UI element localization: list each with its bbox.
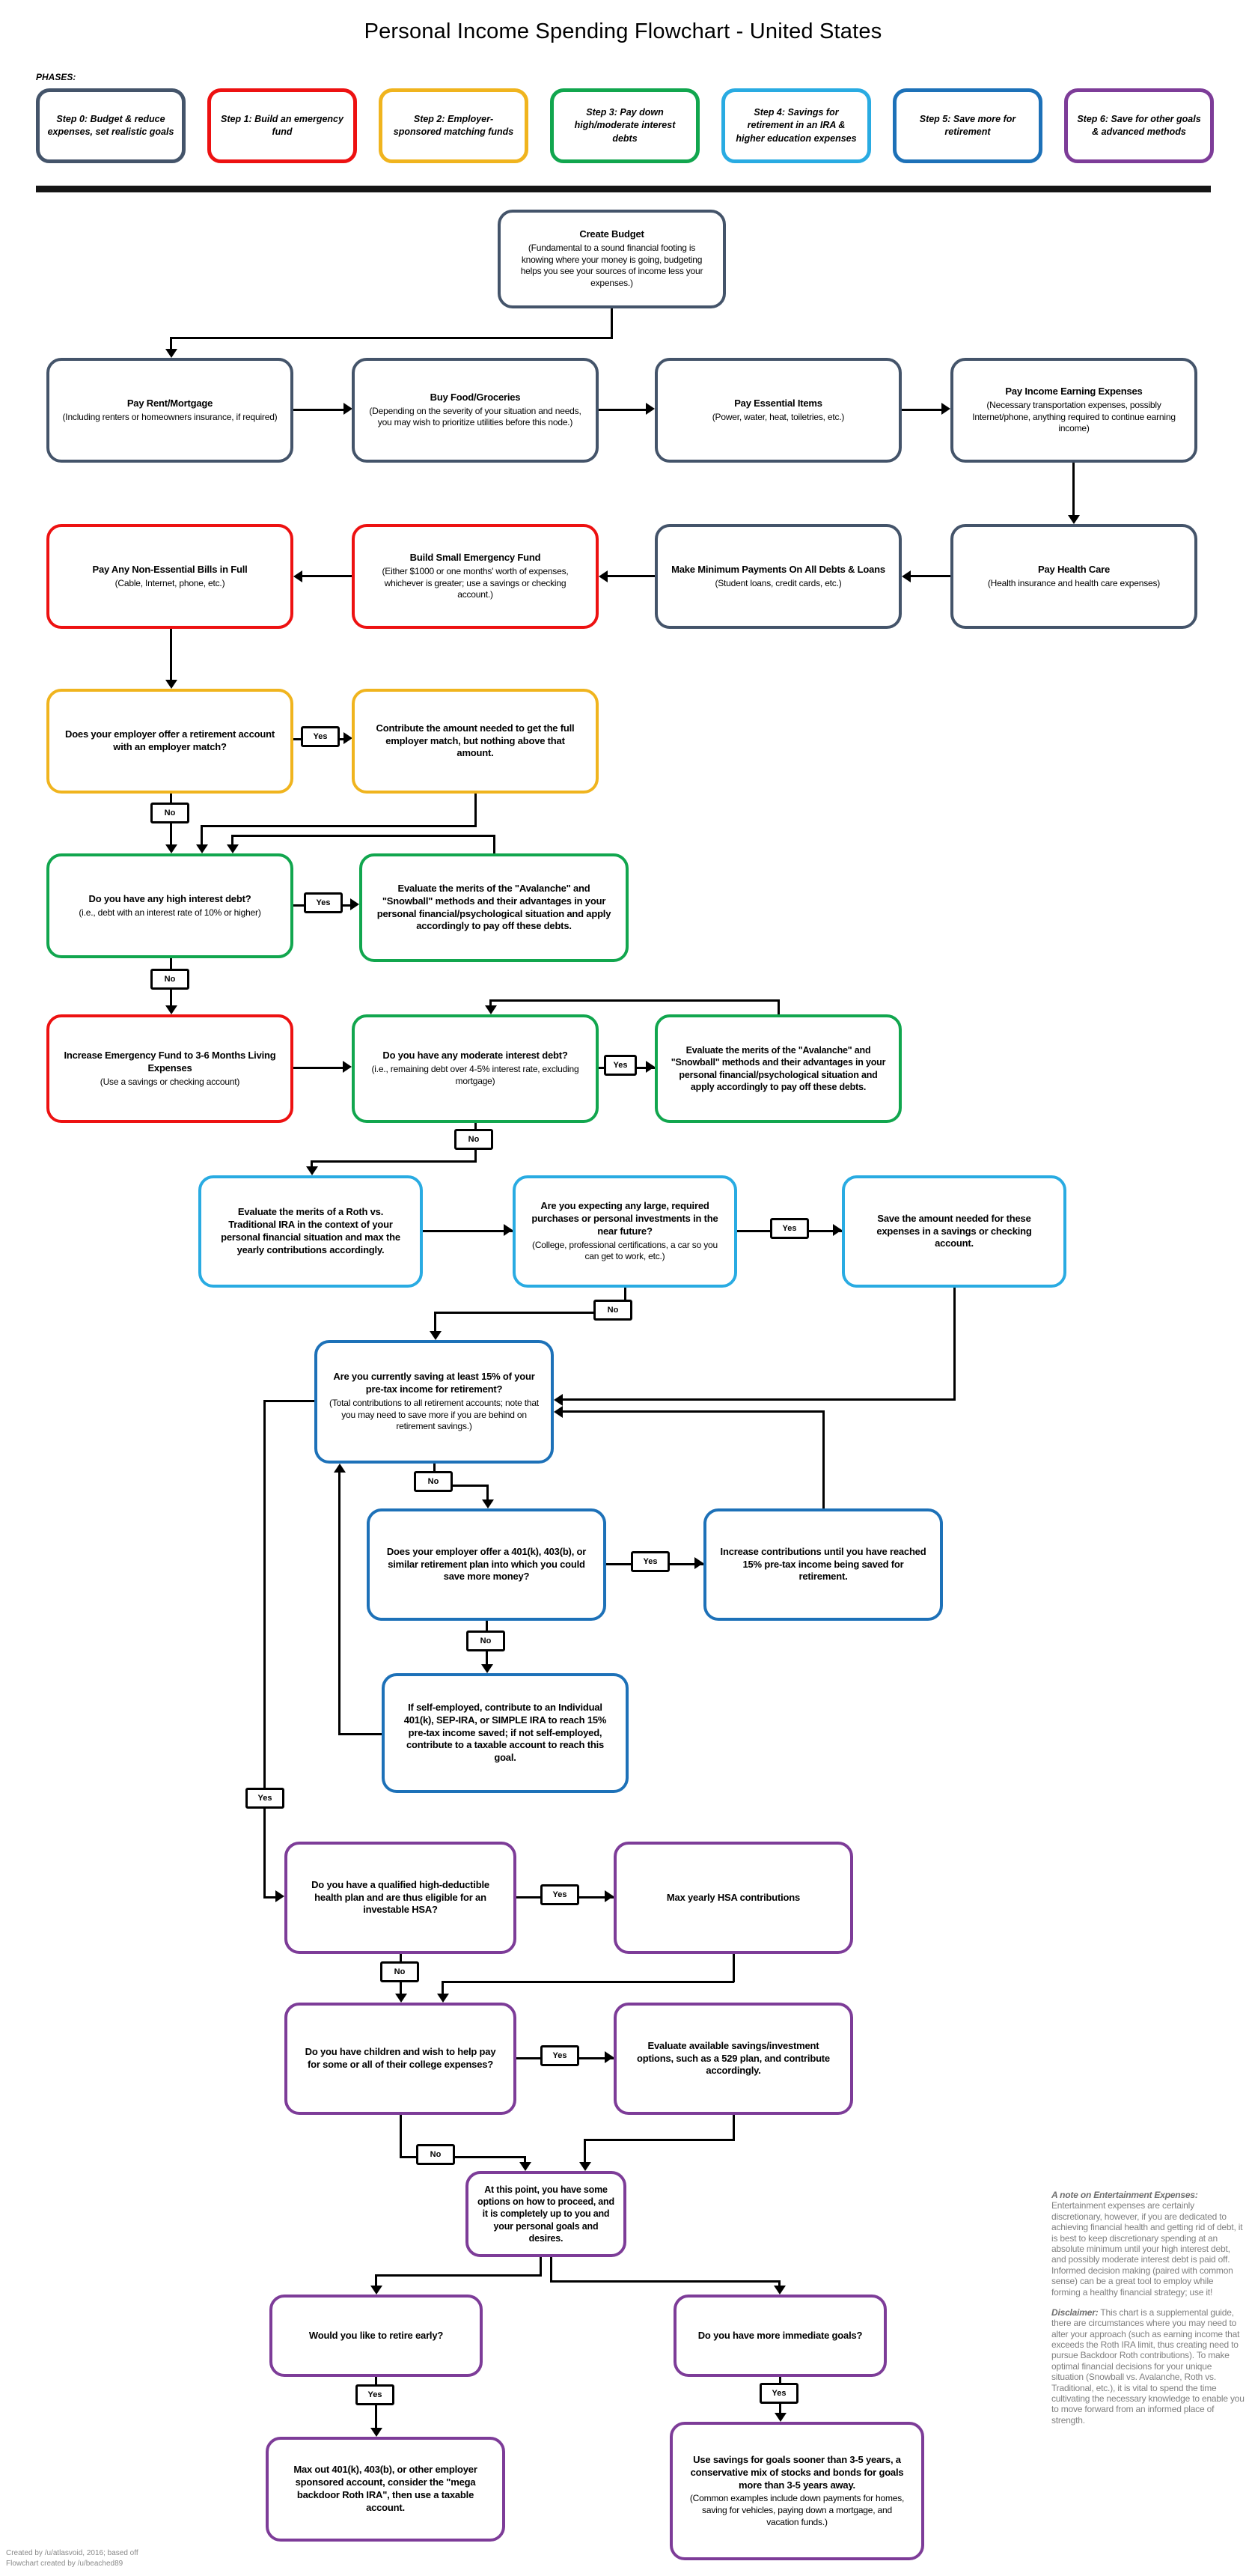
node-moderate-interest-a [655,1014,902,1123]
arrowhead [519,2162,531,2171]
node-body: (Including renters or homeowners insurance, if required) [62,411,278,422]
arrowhead [485,1005,497,1014]
node-high-interest-a [359,853,629,962]
arrowhead [902,570,911,582]
node-large-purchases-q [513,1175,737,1288]
node-title: Pay Any Non-Essential Bills in Full [92,563,248,575]
node-title: Pay Rent/Mortgage [126,397,213,409]
connector-line [375,2274,377,2286]
arrowhead [343,1061,352,1073]
node-employer-match-a [352,689,599,794]
node-self-employed [382,1673,629,1793]
node-title: Pay Health Care [1038,563,1110,575]
node-title: Does your employer offer a retirement account with an employer match? [65,728,275,752]
connector-line [302,575,352,577]
phase-step-0 [36,88,186,163]
phase-label: Step 1: Build an emergency fund [221,113,343,137]
arrowhead [646,1061,655,1073]
connector-line [953,1288,956,1400]
arrowhead [579,2162,591,2171]
node-title: Evaluate the merits of the "Avalanche" and "Snowball" methods and their advantages in your personal financial/psychological situation and apply accordingly to pay off these debts. [376,882,611,932]
connector-line [338,1473,340,1735]
connector-line [263,1400,314,1402]
node-title: Create Budget [579,228,644,240]
arrowhead [833,1224,842,1236]
node-body: (Common examples include down payments for homes, saving for vehicles, paying down a mortgage, and vacation funds.) [689,2493,905,2527]
node-body: (i.e., remaining debt over 4-5% interest rate, excluding mortgage) [371,1064,579,1086]
connector-line [540,2257,542,2276]
note-lead: Disclaimer: [1051,2306,1099,2318]
connector-line [608,575,655,577]
connector-line [400,2115,402,2158]
connector-line [584,2139,586,2162]
node-title: Contribute the amount needed to get the full employer match, but nothing above that amount. [376,722,575,759]
connector-line [201,825,477,827]
node-immediate-goals-q [674,2295,887,2377]
connector-line [442,1981,444,1994]
credit-footer [6,2548,138,2569]
connector-line [311,1160,313,1166]
node-pay-rent [46,358,293,463]
yes-label: Yes [770,1218,809,1239]
node-title: Save the amount needed for these expenses in a savings or checking account. [876,1212,1032,1249]
connector-line [550,2280,781,2283]
arrowhead [941,403,950,415]
connector-line [201,825,203,844]
connector-line [599,409,647,411]
arrowhead [646,403,655,415]
node-title: Do you have any high interest debt? [88,892,251,904]
node-title: Evaluate available savings/investment options, such as a 529 plan, and contribute accordingly. [637,2039,830,2077]
node-create-budget [498,210,726,308]
arrowhead [165,1005,177,1014]
credit-line: Flowchart created by /u/beached89 [6,2559,123,2568]
connector-line [911,575,950,577]
node-save-for-expenses [842,1175,1066,1288]
node-title: Max out 401(k), 403(b), or other employer sponsored account, consider the "mega backdoor Roth IRA", then use a taxable account. [293,2464,477,2513]
node-high-interest-q [46,853,293,958]
no-label: No [466,1630,505,1651]
node-increase-contributions [703,1508,943,1621]
phase-label: Step 0: Budget & reduce expenses, set realistic goals [47,113,174,137]
node-non-essential-bills [46,524,293,629]
connector-line [434,1312,436,1331]
connector-line [493,835,495,853]
divider-bar [36,186,1211,192]
node-body: (Cable, Internet, phone, etc.) [114,577,225,588]
disclaimer-note [1051,2307,1245,2426]
page-title: Personal Income Spending Flowchart - United States [364,19,882,43]
no-label: No [454,1129,493,1150]
node-body: (College, professional certifications, a car so you can get to work, etc.) [532,1239,718,1262]
side-notes [1051,2190,1245,2435]
phase-label: Step 3: Pay down high/moderate interest debts [574,106,676,144]
connector-line [338,1733,382,1735]
arrowhead [370,2428,382,2437]
connector-line [524,2156,526,2162]
connector-line [231,835,233,844]
arrowhead [554,1394,563,1406]
node-body: (Health insurance and health care expenses) [987,577,1161,588]
node-hsa-q [284,1842,516,1954]
phase-label: Step 5: Save more for retirement [919,113,1016,137]
node-title: Do you have any moderate interest debt? [382,1050,568,1062]
node-small-emergency-fund [352,524,599,629]
connector-line [550,2257,552,2282]
connector-line [611,308,613,337]
node-employer-match-q [46,689,293,794]
node-body: (Total contributions to all retirement accounts; note that you may need to save more if you are behind on retirement savings.) [329,1398,539,1432]
phase-label: Step 6: Save for other goals & advanced methods [1077,113,1201,137]
connector-line [563,1398,956,1401]
arrowhead [1068,515,1080,524]
node-college-529 [614,2003,853,2115]
node-buy-food [352,358,599,463]
entertainment-note [1051,2190,1245,2298]
phase-step-1 [207,88,357,163]
connector-line [170,337,172,350]
note-text: This chart is a supplemental guide, there are circumstances where you may need to alter your approach (such as earning income that exceeds the Roth IRA limit, thus creating need to pursue Backdoor Roth contributions). To make optimal financial decisions for your unique situation (Snowball vs. Avalanche, Roth vs. Traditional, etc.), it is vital to spend the time cultivating the necessary knowledge to enable you to move forward from an informed place of strength. [1051,2306,1245,2426]
connector-line [902,409,942,411]
arrowhead [227,844,239,853]
node-use-savings-goals [670,2422,924,2560]
node-max-out-401k [266,2437,505,2542]
arrowhead [437,1994,449,2003]
arrowhead [554,1406,563,1418]
connector-line [486,1485,489,1499]
connector-line [293,409,343,411]
yes-label: Yes [301,726,340,747]
connector-line [231,835,495,837]
node-minimum-payments [655,524,902,629]
phase-label: Step 4: Savings for retirement in an IRA & higher education expenses [736,106,857,144]
arrowhead [350,898,359,910]
arrowhead [293,570,302,582]
node-body: (Fundamental to a sound financial footing is knowing where your money is going, budgeting helps you see your sources of income less your expenses.) [520,243,703,289]
node-title: Pay Essential Items [734,397,822,409]
node-title: Max yearly HSA contributions [666,1891,801,1903]
node-retire-early-q [269,2295,483,2377]
node-title: Increase contributions until you have reached 15% pre-tax income being saved for retirement. [720,1545,926,1583]
node-title: Increase Emergency Fund to 3-6 Months Living Expenses [64,1049,276,1074]
arrowhead [196,844,208,853]
arrowhead [165,680,177,689]
node-title: Use savings for goals sooner than 3-5 years, a conservative mix of stocks and bonds for goals more than 3-5 years away. [690,2453,904,2491]
node-title: Do you have a qualified high-deductible health plan and are thus eligible for an investable HSA? [311,1878,489,1916]
node-title: Evaluate the merits of a Roth vs. Traditional IRA in the context of your personal financial situation and max the yearly contributions accordingly. [221,1206,400,1255]
no-label: No [414,1471,453,1492]
node-saving-15-q [314,1340,554,1464]
phase-step-4 [721,88,871,163]
node-body: (Use a savings or checking account) [100,1076,240,1087]
arrowhead [599,570,608,582]
node-pay-health-care [950,524,1197,629]
arrowhead [334,1464,346,1473]
node-emergency-fund-36 [46,1014,293,1123]
arrowhead [775,2413,787,2422]
arrowhead [165,349,177,358]
node-title: Build Small Emergency Fund [409,552,541,564]
connector-line [442,1981,734,1983]
connector-line [489,999,780,1002]
node-body: (i.e., debt with an interest rate of 10% or higher) [79,907,261,918]
connector-line [263,1400,266,1898]
node-body: (Power, water, heat, toiletries, etc.) [712,411,845,422]
node-title: Pay Income Earning Expenses [1005,386,1143,398]
node-title: Evaluate the merits of the "Avalanche" and "Snowball" methods and their advantages in your personal financial/psychological situation and apply accordingly to pay off these debts. [671,1045,886,1092]
arrowhead [605,2051,614,2063]
no-label: No [593,1300,632,1321]
no-label: No [380,1961,419,1982]
phase-label: Step 2: Employer-sponsored matching funds [393,113,514,137]
node-college-q [284,2003,516,2115]
phase-step-6 [1064,88,1214,163]
node-employer-401k-q [367,1508,606,1621]
connector-line [778,999,780,1014]
connector-line [1072,463,1075,515]
arrowhead [694,1557,703,1569]
note-text: Entertainment expenses are certainly discretionary, however, if you are dedicated to achieving financial health and getting rid of debt, it is best to keep discretionary spending at an absolute minimum until your high interest debt, and possibly moderate interest debt is paid off. Informed decision making (paired with common sense) can be a great tool to employ while forming a healthy financial strategy; use it! [1051,2200,1243,2298]
arrowhead [370,2286,382,2295]
connector-line [263,1896,276,1898]
yes-label: Yes [604,1055,637,1076]
node-title: If self-employed, contribute to an Individual 401(k), SEP-IRA, or SIMPLE IRA to reach 15% pre-tax income saved; if not self-employed, contribute to a taxable account to reach this goal. [403,1701,607,1764]
connector-line [733,1954,735,1982]
arrowhead [504,1224,513,1236]
node-pay-income-expenses [950,358,1197,463]
note-lead: A note on Entertainment Expenses: [1051,2190,1198,2200]
yes-label: Yes [631,1551,670,1572]
connector-line [822,1410,825,1508]
arrowhead [482,1499,494,1508]
node-roth-vs-traditional [198,1175,423,1288]
connector-line [170,337,613,339]
yes-label: Yes [304,892,343,913]
node-title: Are you expecting any large, required purchases or personal investments in the near future? [531,1200,718,1237]
connector-line [584,2139,735,2141]
node-at-this-point [465,2171,626,2257]
no-label: No [150,803,189,823]
connector-line [733,2115,735,2140]
connector-line [474,794,477,826]
arrowhead [605,1890,614,1902]
node-title: Buy Food/Groceries [430,391,521,403]
connector-line [170,629,172,680]
node-body: (Either $1000 or one months' worth of expenses, whichever is greater; use a savings or checking account.) [382,566,569,600]
node-title: Make Minimum Payments On All Debts & Loans [671,563,885,575]
yes-label: Yes [245,1788,284,1809]
node-title: Does your employer offer a 401(k), 403(b), or similar retirement plan into which you could save more money? [386,1545,587,1583]
connector-line [563,1410,825,1413]
node-title: Are you currently saving at least 15% of your pre-tax income for retirement? [333,1371,535,1395]
arrowhead [395,1994,407,2003]
yes-label: Yes [540,1884,579,1905]
node-pay-essential [655,358,902,463]
connector-line [293,1067,343,1069]
arrowhead [774,2286,786,2295]
no-label: No [150,969,189,990]
arrowhead [481,1664,493,1673]
node-body: (Necessary transportation expenses, possibly Internet/phone, anything required to continue earning income) [972,400,1176,434]
node-title: Do you have more immediate goals? [697,2329,863,2341]
node-title: Do you have children and wish to help pay for some or all of their college expenses? [305,2046,496,2070]
node-hsa-max [614,1842,853,1954]
yes-label: Yes [760,2383,798,2404]
phase-step-5 [893,88,1042,163]
node-title: At this point, you have some options on how to proceed, and it is completely up to you and your personal goals and desires. [477,2184,614,2244]
arrowhead [165,844,177,853]
connector-line [311,1160,477,1163]
node-body: (Depending on the severity of your situation and needs, you may wish to prioritize utilities before this node.) [369,405,581,428]
yes-label: Yes [355,2384,394,2405]
phase-step-2 [379,88,528,163]
no-label: No [416,2144,455,2165]
node-title: Would you like to retire early? [308,2329,444,2341]
arrowhead [430,1331,442,1340]
credit-line: Created by /u/atlasvoid, 2016; based off [6,2549,138,2557]
node-moderate-interest-q [352,1014,599,1123]
connector-line [423,1230,513,1232]
arrowhead [275,1890,284,1902]
phase-step-3 [550,88,700,163]
connector-line [375,2274,542,2277]
phases-label: PHASES: [36,72,76,82]
arrowhead [306,1166,318,1175]
node-body: (Student loans, credit cards, etc.) [715,577,842,588]
yes-label: Yes [540,2045,579,2066]
